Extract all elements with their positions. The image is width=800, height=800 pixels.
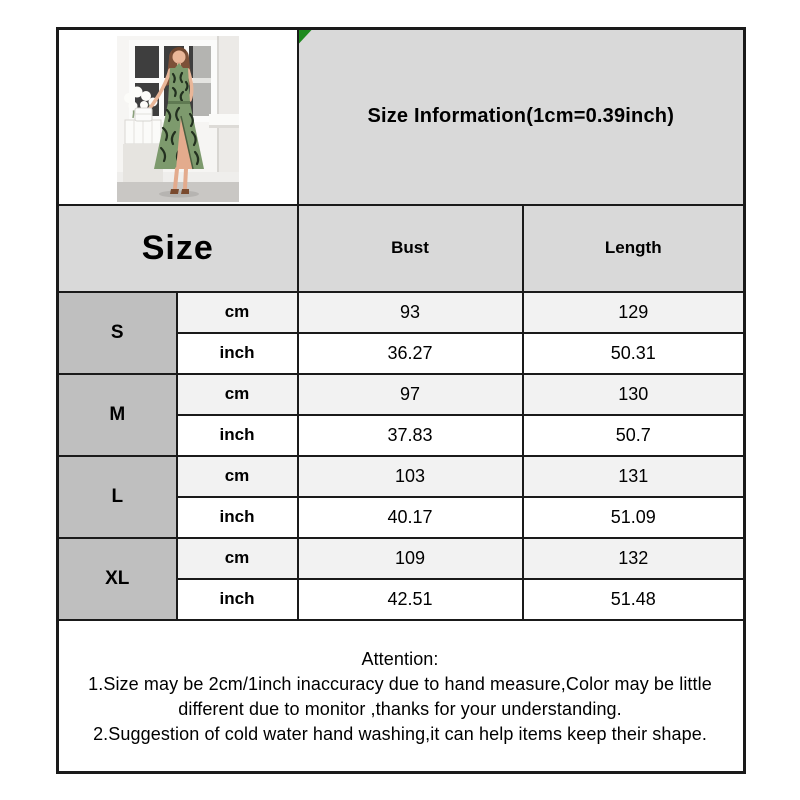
length-value: 51.09 <box>523 497 745 538</box>
green-corner-marker <box>299 30 312 44</box>
bust-value: 103 <box>298 456 523 497</box>
bust-value: 93 <box>298 292 523 333</box>
table-row <box>58 374 745 415</box>
size-label-l: L <box>58 456 177 538</box>
unit-cell: inch <box>177 579 298 620</box>
unit-cell: inch <box>177 497 298 538</box>
size-table <box>56 27 746 774</box>
size-label-m: M <box>58 374 177 456</box>
length-value: 50.7 <box>523 415 745 456</box>
attention-note <box>58 620 745 773</box>
top-row <box>58 29 745 205</box>
length-value: 50.31 <box>523 333 745 374</box>
bust-value: 97 <box>298 374 523 415</box>
table-row <box>58 456 745 497</box>
size-chart-sheet <box>56 27 746 774</box>
unit-cell: cm <box>177 538 298 579</box>
size-information-title-cell <box>298 29 745 205</box>
size-label-s: S <box>58 292 177 374</box>
bust-value: 36.27 <box>298 333 523 374</box>
product-photo-image <box>117 36 239 202</box>
length-value: 130 <box>523 374 745 415</box>
header-row <box>58 205 745 292</box>
unit-cell: inch <box>177 415 298 456</box>
size-header: Size <box>58 205 298 292</box>
table-row <box>58 292 745 333</box>
bust-value: 109 <box>298 538 523 579</box>
unit-cell: cm <box>177 374 298 415</box>
page-title: Size Information(1cm=0.39inch) <box>367 105 675 128</box>
unit-cell: inch <box>177 333 298 374</box>
unit-cell: cm <box>177 292 298 333</box>
table-row <box>58 538 745 579</box>
length-value: 132 <box>523 538 745 579</box>
attention-note-2: 2.Suggestion of cold water hand washing,it can help items keep their shape. <box>93 724 707 745</box>
column-header-length: Length <box>523 205 745 292</box>
product-photo-cell <box>58 29 298 205</box>
length-value: 129 <box>523 292 745 333</box>
attention-note-1: 1.Size may be 2cm/1inch inaccuracy due to hand measure,Color may be little different due to monitor ,thanks for your understanding. <box>88 674 712 720</box>
length-value: 51.48 <box>523 579 745 620</box>
column-header-bust: Bust <box>298 205 523 292</box>
bust-value: 37.83 <box>298 415 523 456</box>
attention-heading: Attention: <box>361 649 439 670</box>
length-value: 131 <box>523 456 745 497</box>
bust-value: 42.51 <box>298 579 523 620</box>
attention-row <box>58 620 745 773</box>
bust-value: 40.17 <box>298 497 523 538</box>
size-label-xl: XL <box>58 538 177 620</box>
unit-cell: cm <box>177 456 298 497</box>
